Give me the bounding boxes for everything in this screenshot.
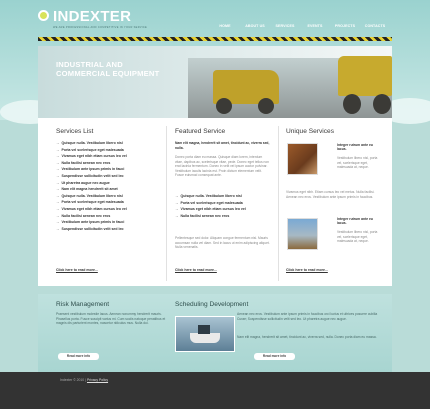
- truck-wheel: [373, 94, 391, 114]
- risk-title: Risk Management: [56, 301, 110, 308]
- slogan: WE ARE PROFESSIONAL AND COMPETITIVE IN YOUR SERVICE: [53, 26, 148, 29]
- privacy-policy-link[interactable]: Privacy Policy: [86, 378, 109, 382]
- schedule-text: Aenean nec eros. Vestibulum ante ipsum primis in faucibus orci luctus et ultrices posuere cubilia Curae; Suspendisse sollicitudin velit sed leo. Ut pharetra augue nec augue.: [237, 312, 378, 321]
- banner-title-line: COMMERCIAL EQUIPMENT: [56, 69, 160, 78]
- page-container: [38, 0, 392, 409]
- list-item[interactable]: → Vivamus eget nibh etiam cursus leo vel: [175, 207, 246, 212]
- banner-title: [56, 60, 159, 78]
- unique-service-title[interactable]: Integer rutrum ante eu lacus.: [337, 217, 373, 226]
- featured-paragraph: Donec porta diam eu massa. Quisque diam lorem, interdum vitae, dapibus ac, scelerisque vitae, pede. Donec eget tellus non erat lacinia fermentum. Donec in velit vel ipsum auctor pulvinar. Vestibulum iaculis lacinia est. Proin dictum elementum velit. Fusce euismod consequat ante.: [175, 155, 270, 178]
- featured-read-more-link[interactable]: Click here to read more...: [175, 268, 217, 272]
- hero-banner: [38, 46, 392, 118]
- unique-service-text: Vestibulum libero nisl, porta vel, scelerisque eget, malesuada at, neque.: [337, 156, 378, 170]
- bottom-panel: [38, 294, 392, 372]
- list-item[interactable]: → Porta vel scelerisque eget malesuada: [56, 147, 124, 152]
- logo-text[interactable]: INDEXTER: [53, 8, 132, 25]
- nav-events[interactable]: EVENTS: [307, 24, 323, 28]
- schedule-title: Scheduling Development: [175, 301, 249, 308]
- truck-wheel: [343, 94, 361, 114]
- column-divider: [166, 126, 167, 281]
- unique-service-text: Vestibulum libero nisl, porta vel, scelerisque eget, malesuada at, neque.: [337, 230, 378, 244]
- unique-service-title[interactable]: Integer rutrum ante eu lacus.: [337, 143, 373, 152]
- truck-wheel: [216, 98, 232, 114]
- boat-image[interactable]: [175, 316, 235, 352]
- list-item[interactable]: → Vestibulum ante ipsum primis in fauci: [56, 167, 125, 172]
- warehouse-image[interactable]: [287, 143, 318, 175]
- nav-about-us[interactable]: ABOUT US: [245, 24, 265, 28]
- copyright: [60, 378, 108, 382]
- nav-services[interactable]: SERVICES: [275, 24, 295, 28]
- unique-read-more-link[interactable]: Click here to read more...: [286, 268, 328, 272]
- unique-title: Unique Services: [286, 128, 335, 135]
- truck-image: [338, 56, 392, 96]
- nav-projects[interactable]: PROJECTS: [334, 24, 356, 28]
- list-item[interactable]: → Suspendisse sollicitudin velit sed leo: [56, 226, 124, 231]
- boat-hull: [190, 333, 220, 343]
- logo-icon[interactable]: [38, 10, 49, 21]
- risk-text: Praesent vestibulum molestie lacus. Aenean nonummy hendrerit mauris. Phasellus porta. Fusce suscipit varius mi. Cum sociis natoque penatibus et magnis dis parturient montes, nascetur ridiculus mus. Nulla dui.: [56, 312, 166, 326]
- nav-contacts[interactable]: CONTACTS: [364, 24, 386, 28]
- services-read-more-link[interactable]: Click here to read more...: [56, 268, 98, 272]
- list-item[interactable]: → Quisque nulla. Vestibulum libero nisl: [175, 194, 242, 198]
- list-item[interactable]: → Porta vel scelerisque eget malesuada: [56, 200, 124, 205]
- column-divider: [278, 126, 279, 281]
- services-list: [56, 141, 164, 233]
- hazard-stripe: [38, 37, 392, 41]
- list-item[interactable]: → Nulla facilisi aenean nec eros: [175, 213, 230, 218]
- schedule-text-2: Nam elit magna, hendrerit sit amet, tincidunt ac, viverra sed, nulla. Donec porta diam eu massa.: [237, 335, 377, 339]
- header: [38, 0, 392, 38]
- list-item[interactable]: → Ut pharetra augue nec augue: [56, 180, 110, 185]
- featured-list: [175, 194, 271, 220]
- banner-title-line: INDUSTRIAL AND: [56, 60, 123, 69]
- list-item[interactable]: → Nulla facilisi aenean nec eros: [56, 213, 111, 218]
- featured-lead: Nam elit magna, hendrerit sit amet, tincidunt ac, viverra sed, nulla.: [175, 141, 270, 150]
- truck-wheel: [258, 98, 274, 114]
- boat-cabin: [198, 325, 210, 334]
- risk-read-more-button[interactable]: Read more info: [58, 353, 99, 360]
- list-item[interactable]: → Porta vel scelerisque eget malesuada: [175, 200, 243, 205]
- list-item[interactable]: → Quisque nulla. Vestibulum libero nisl: [56, 193, 123, 198]
- unique-paragraph: Vivamus eget nibh. Etiam cursus leo vel metus. Nulla facilisi. Aenean nec eros. Vestibulum ante ipsum primis in faucibus.: [286, 190, 375, 199]
- list-item[interactable]: → Nam elit magna hendrerit sit amet: [56, 187, 118, 192]
- main-nav: [210, 24, 390, 28]
- list-item[interactable]: → Quisque nulla. Vestibulum libero nisl: [56, 141, 123, 145]
- nav-home[interactable]: HOME: [219, 24, 231, 28]
- crane-image[interactable]: [287, 218, 318, 250]
- list-item[interactable]: → Vivamus eget nibh etiam cursus leo vel: [56, 154, 127, 159]
- featured-paragraph-2: Pellentesque sed dolor. Aliquam congue fermentum nisl. Mauris accumsan nulla vel diam. Sed in lacus ut enim adipiscing aliquet. Nulla venenatis.: [175, 236, 270, 250]
- schedule-read-more-button[interactable]: Read more info: [254, 353, 295, 360]
- list-item[interactable]: → Nulla facilisi aenean nec eros: [56, 160, 111, 165]
- copyright-text: Indexter © 2010 |: [60, 378, 86, 382]
- list-item[interactable]: → Vivamus eget nibh etiam cursus leo vel: [56, 206, 127, 211]
- services-title: Services List: [56, 128, 94, 135]
- main-content: [38, 118, 392, 286]
- list-item[interactable]: → Vestibulum ante ipsum primis in fauci: [56, 220, 125, 225]
- footer: [0, 372, 430, 409]
- list-item[interactable]: → Suspendisse sollicitudin velit sed leo: [56, 173, 124, 178]
- featured-title: Featured Service: [175, 128, 226, 135]
